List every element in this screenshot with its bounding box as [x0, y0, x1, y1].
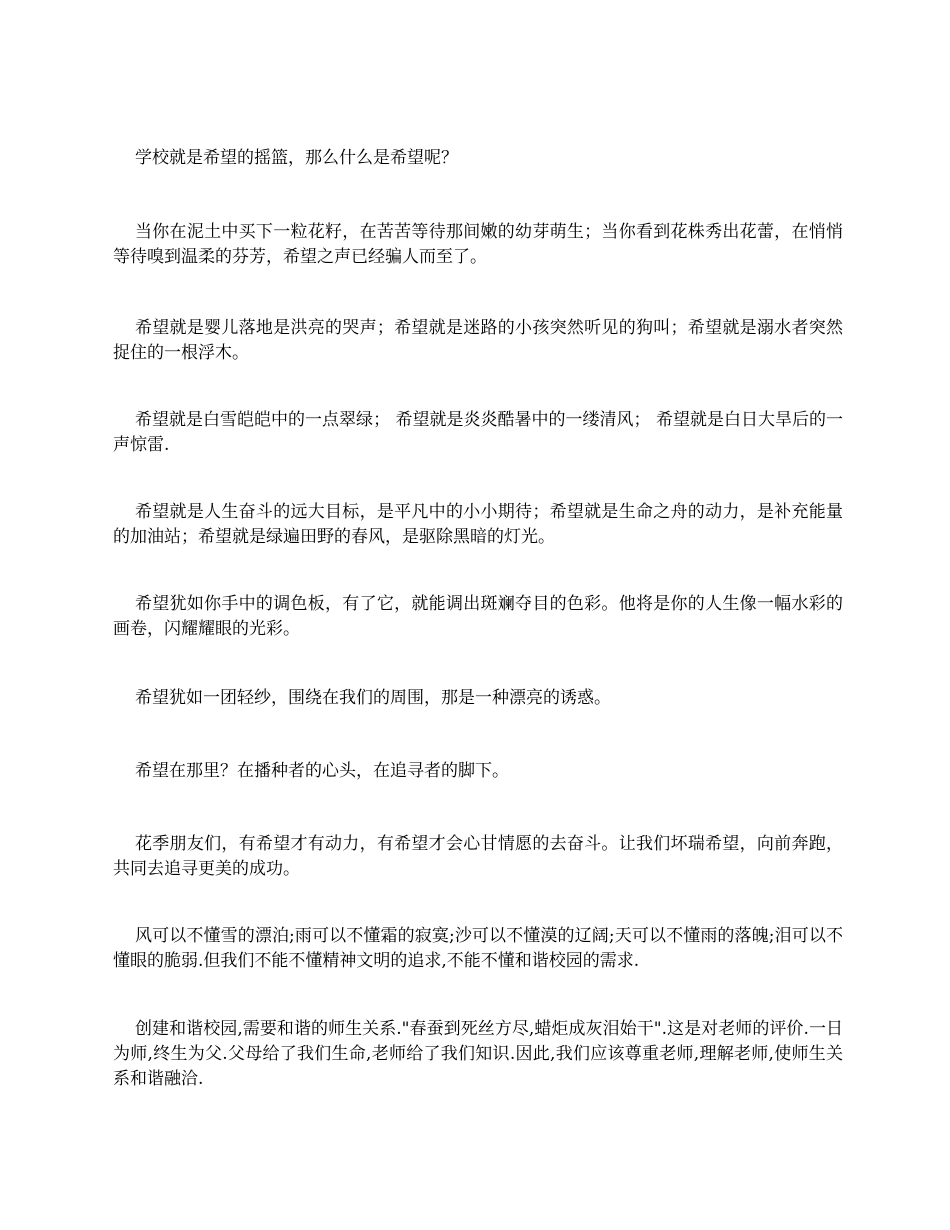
- paragraph-10: 风可以不懂雪的漂泊;雨可以不懂霜的寂寞;沙可以不懂漠的辽阔;天可以不懂雨的落魄;泪可以不懂眼的脆弱.但我们不能不懂精神文明的追求,不能不懂和谐校园的需求.: [113, 926, 843, 971]
- paragraph-2: 当你在泥土中买下一粒花籽，在苦苦等待那间嫩的幼芽萌生；当你看到花株秀出花蕾，在悄悄等待嗅到温柔的芬芳，希望之声已经骗人而至了。: [113, 222, 843, 267]
- paragraph-5: 希望就是人生奋斗的远大目标，是平凡中的小小期待；希望就是生命之舟的动力，是补充能量的加油站；希望就是绿遍田野的春风，是驱除黑暗的灯光。: [113, 502, 843, 547]
- paragraph-1: 学校就是希望的摇篮，那么什么是希望呢？: [135, 148, 458, 168]
- paragraph-4: 希望就是白雪皑皑中的一点翠绿； 希望就是炎炎酷暑中的一缕清风； 希望就是白日大旱后的一声惊雷.: [113, 410, 843, 455]
- paragraph-7: 希望犹如一团轻纱，围绕在我们的周围，那是一种漂亮的诱惑。: [135, 688, 611, 708]
- paragraph-3: 希望就是婴儿落地是洪亮的哭声；希望就是迷路的小孩突然听见的狗叫；希望就是溺水者突然捉住的一根浮木。: [113, 318, 843, 363]
- paragraph-6: 希望犹如你手中的调色板，有了它，就能调出斑斓夺目的色彩。他将是你的人生像一幅水彩的画卷，闪耀耀眼的光彩。: [113, 594, 843, 639]
- paragraph-9: 花季朋友们，有希望才有动力，有希望才会心甘情愿的去奋斗。让我们坏瑞希望，向前奔跑，共同去追寻更美的成功。: [113, 834, 843, 879]
- paragraph-8: 希望在那里？在播种者的心头，在追寻者的脚下。: [135, 761, 509, 781]
- paragraph-11: 创建和谐校园,需要和谐的师生关系."春蚕到死丝方尽,蜡炬成灰泪始干".这是对老师的评价.一日为师,终生为父.父母给了我们生命,老师给了我们知识.因此,我们应该尊重老师,理解老师,使师生关系和谐融洽.: [113, 1019, 843, 1089]
